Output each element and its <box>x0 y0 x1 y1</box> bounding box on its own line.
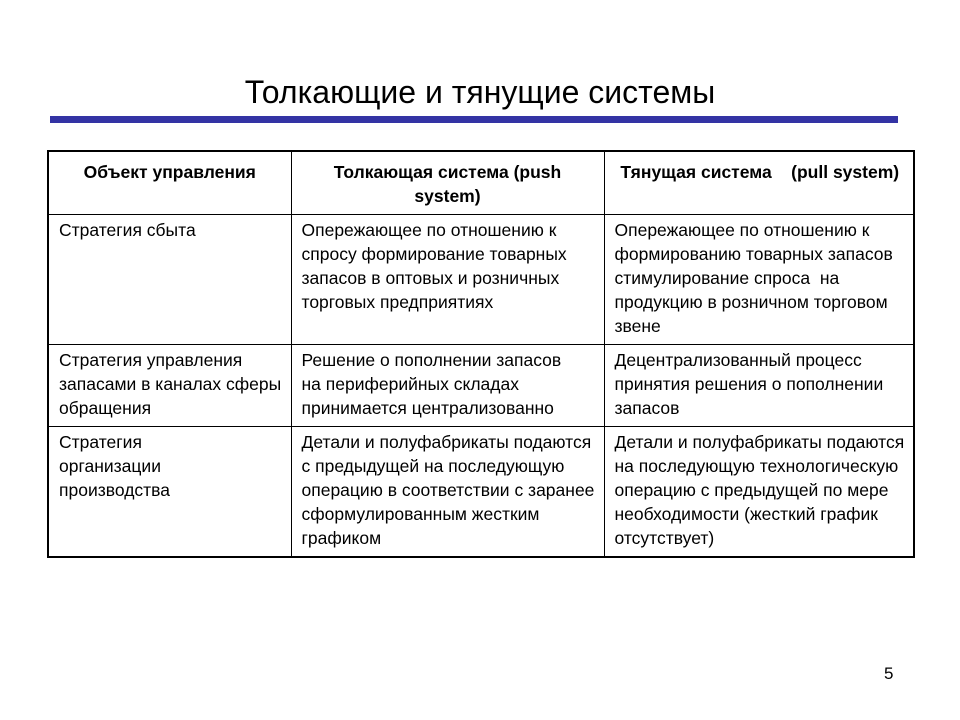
header-push: Толкающая система (push system) <box>291 151 604 215</box>
slide-title: Толкающие и тянущие системы <box>244 74 716 110</box>
title-underline <box>50 116 898 123</box>
header-pull: Тянущая система (pull system) <box>604 151 914 215</box>
comparison-table <box>47 150 915 558</box>
table-row <box>48 427 914 558</box>
page-number: 5 <box>884 664 894 683</box>
table-row <box>48 345 914 427</box>
cell-pull: Детали и полуфабрикаты подаются на последующую технологическую операцию с предыдущей по мере необходимости (жесткий график отсутствует) <box>604 427 914 558</box>
cell-push: Детали и полуфабрикаты подаются с предыдущей на последующую операцию в соответствии с заранее сформулированным жестким графиком <box>291 427 604 558</box>
cell-object: Стратегия управления запасами в каналах сферы обращения <box>48 345 291 427</box>
cell-push: Решение о пополнении запасов на периферийных складах принимается централизованно <box>291 345 604 427</box>
table-header-row <box>48 151 914 215</box>
cell-pull: Децентрализованный процесс принятия решения о пополнении запасов <box>604 345 914 427</box>
cell-pull: Опережающее по отношению к формированию товарных запасов стимулирование спроса на продукцию в розничном торговом звене <box>604 215 914 345</box>
header-object: Объект управления <box>48 151 291 215</box>
cell-object: Стратегия сбыта <box>48 215 291 345</box>
table-row <box>48 215 914 345</box>
cell-push: Опережающее по отношению к спросу формирование товарных запасов в оптовых и розничных торговых предприятиях <box>291 215 604 345</box>
cell-object: Стратегия организации производства <box>48 427 291 558</box>
